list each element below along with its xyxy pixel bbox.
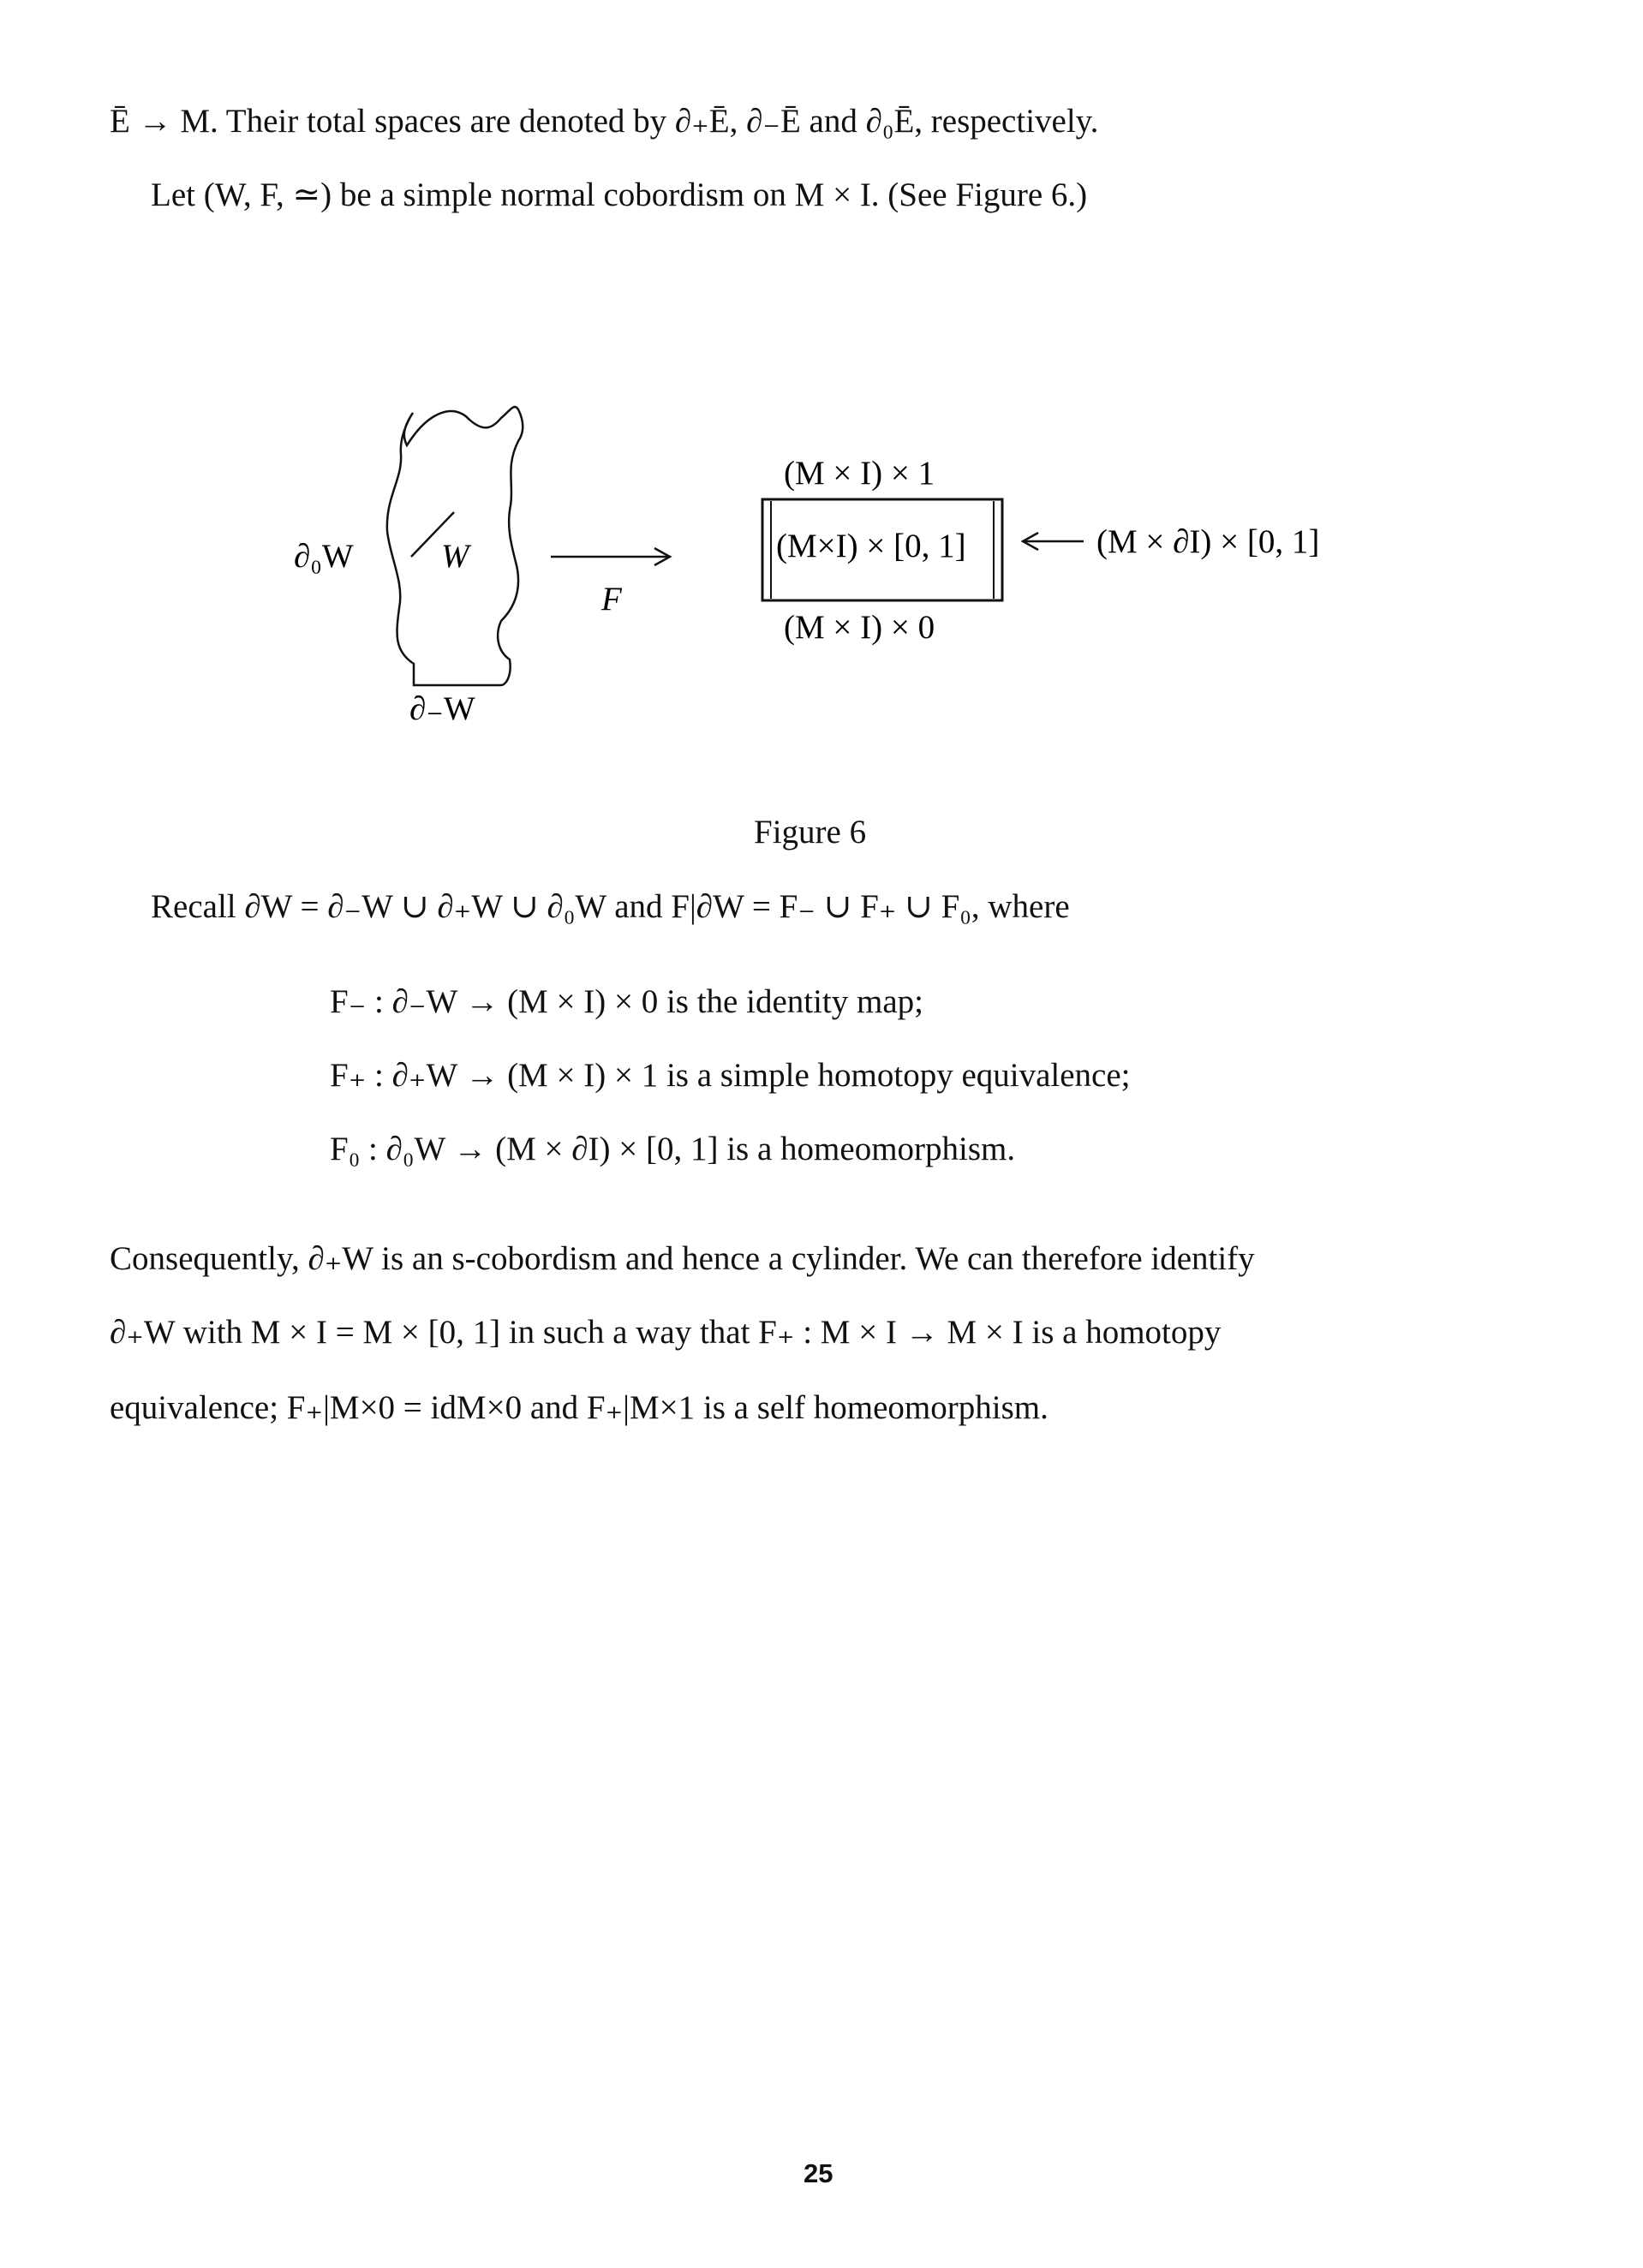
label-top: (M × I) × 1	[784, 455, 935, 492]
text-recall: Recall ∂W = ∂₋W ∪ ∂₊W ∪ ∂₀W and F|∂W = F₋ ∪ F₊ ∪ F₀, where	[151, 888, 1070, 925]
text-line-2: Let (W, F, ≃) be a simple normal cobordism on M × I. (See Figure 6.)	[151, 176, 1088, 213]
label-W: W	[441, 538, 469, 575]
figure-caption: Figure 6	[754, 814, 867, 850]
label-F: F	[601, 581, 622, 618]
figure-6-diagram	[0, 0, 1643, 771]
text-map-minus: F₋ : ∂₋W → (M × I) × 0 is the identity map;	[330, 983, 923, 1020]
label-box: (M×I) × [0, 1]	[776, 528, 966, 564]
text-para-1: Consequently, ∂₊W is an s-cobordism and hence a cylinder. We can therefore identify	[110, 1240, 1255, 1277]
text-para-2: ∂₊W with M × I = M × [0, 1] in such a way that F₊ : M × I → M × I is a homotopy	[110, 1314, 1222, 1351]
label-d0W: ∂₀W	[294, 538, 354, 575]
label-dminusW: ∂₋W	[409, 690, 475, 727]
text-map-zero: F₀ : ∂₀W → (M × ∂I) × [0, 1] is a homeomorphism.	[330, 1131, 1016, 1167]
text-line-1: Ē → M. Their total spaces are denoted by ∂₊Ē, ∂₋Ē and ∂₀Ē, respectively.	[110, 103, 1099, 140]
label-bottom: (M × I) × 0	[784, 609, 935, 646]
text-para-3: equivalence; F₊|M×0 = idM×0 and F₊|M×1 is a self homeomorphism.	[110, 1389, 1049, 1426]
page-number: 25	[804, 2158, 833, 2188]
label-right: (M × ∂I) × [0, 1]	[1096, 523, 1320, 560]
text-map-plus: F₊ : ∂₊W → (M × I) × 1 is a simple homotopy equivalence;	[330, 1057, 1131, 1094]
